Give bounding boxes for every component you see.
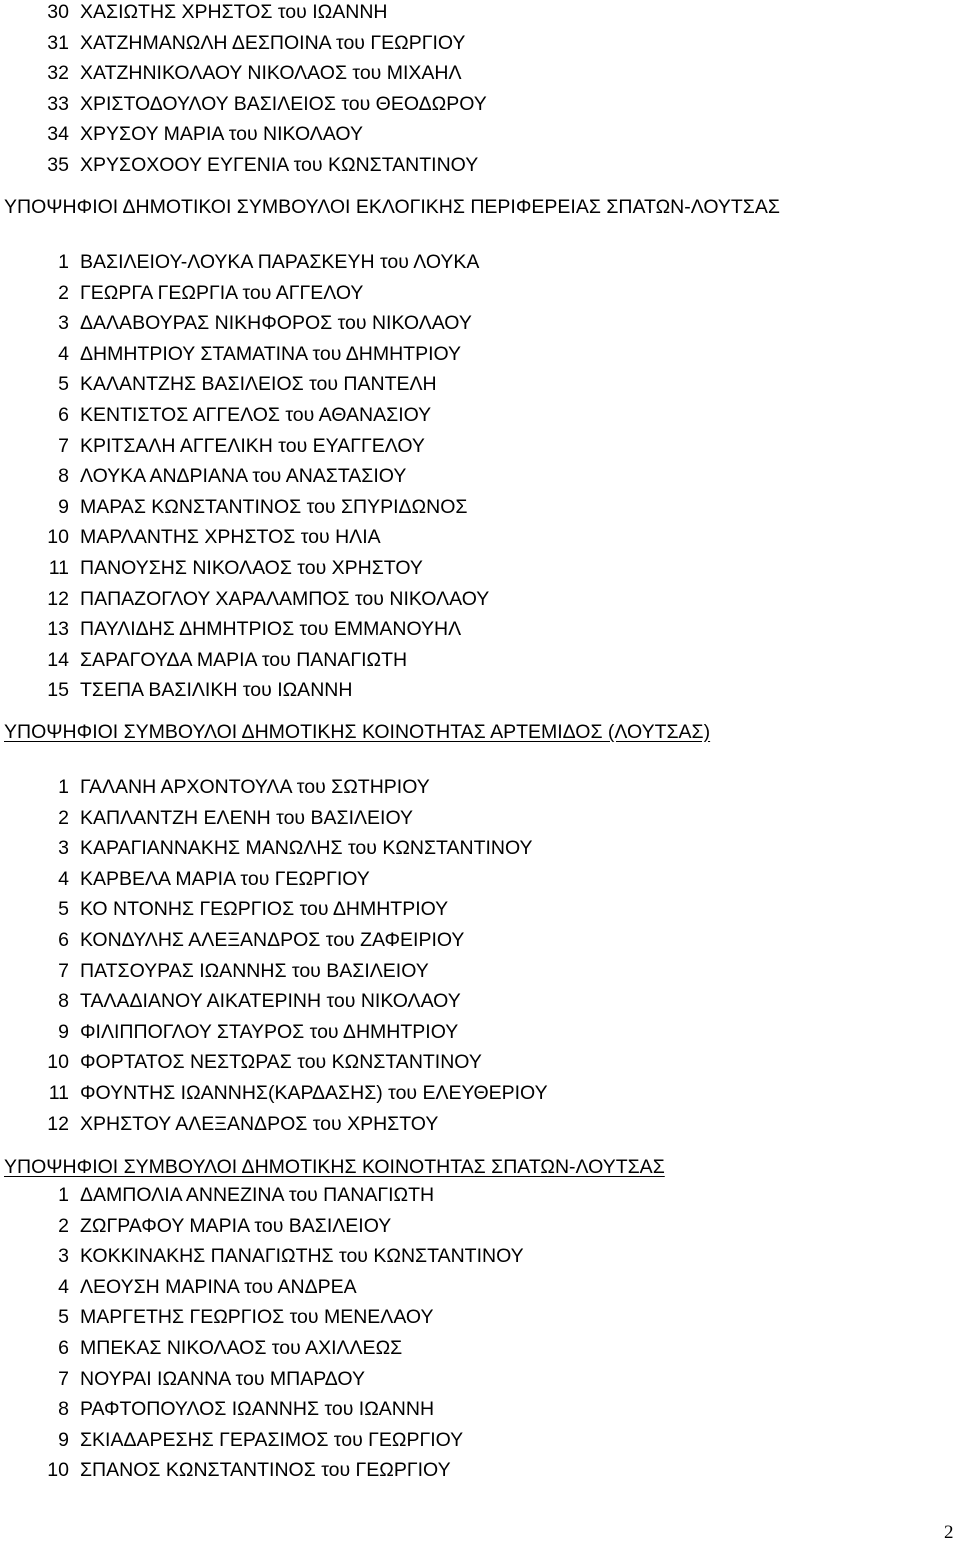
- candidate-number: 9: [58, 1020, 69, 1043]
- candidate-name: ΜΑΡΓΕΤΗΣ ΓΕΩΡΓΙΟΣ του ΜΕΝΕΛΑΟΥ: [80, 1306, 434, 1329]
- candidate-number: 10: [47, 1051, 69, 1074]
- candidate-name: ΚΕΝΤΙΣΤΟΣ ΑΓΓΕΛΟΣ του ΑΘΑΝΑΣΙΟΥ: [80, 404, 432, 426]
- candidate-name: ΚΟ ΝΤΟΝΗΣ ΓΕΩΡΓΙΟΣ του ΔΗΜΗΤΡΙΟΥ: [80, 898, 449, 921]
- candidate-number: 12: [47, 587, 69, 610]
- candidate-number: 32: [47, 62, 69, 85]
- candidate-name: ΤΣΕΠΑ ΒΑΣΙΛΙΚΗ του ΙΩΑΝΝΗ: [80, 679, 353, 702]
- candidate-name: ΠΑΠΑΖΟΓΛΟΥ ΧΑΡΑΛΑΜΠΟΣ του ΝΙΚΟΛΑΟΥ: [80, 587, 490, 610]
- candidate-name: ΧΡΥΣΟΧΟΟΥ ΕΥΓΕΝΙΑ του ΚΩΝΣΤΑΝΤΙΝΟΥ: [80, 154, 479, 176]
- candidate-number: 15: [47, 679, 69, 702]
- candidate-name: ΠΑΥΛΙΔΗΣ ΔΗΜΗΤΡΙΟΣ του ΕΜΜΑΝΟΥΗΛ: [80, 618, 462, 641]
- candidate-number: 30: [47, 1, 69, 23]
- candidate-name: ΧΑΣΙΩΤΗΣ ΧΡΗΣΤΟΣ του ΙΩΑΝΝΗ: [80, 1, 388, 23]
- candidate-name: ΔΑΛΑΒΟΥΡΑΣ ΝΙΚΗΦΟΡΟΣ του ΝΙΚΟΛΑΟΥ: [80, 312, 472, 335]
- candidate-name: ΔΑΜΠΟΛΙΑ ΑΝΝΕΖΙΝΑ του ΠΑΝΑΓΙΩΤΗ: [80, 1184, 435, 1206]
- candidate-number: 10: [47, 1459, 69, 1482]
- section-heading: ΥΠΟΨΗΦΙΟΙ ΔΗΜΟΤΙΚΟΙ ΣΥΜΒΟΥΛΟΙ ΕΚΛΟΓΙΚΗΣ ΠΕΡΙΦΕΡΕΙΑΣ ΣΠΑΤΩΝ-ΛΟΥΤΣΑΣ: [4, 196, 780, 218]
- candidate-name: ΧΡΗΣΤΟΥ ΑΛΕΞΑΝΔΡΟΣ του ΧΡΗΣΤΟΥ: [80, 1112, 439, 1135]
- candidate-number: 13: [47, 618, 69, 641]
- candidate-name: ΧΡΙΣΤΟΔΟΥΛΟΥ ΒΑΣΙΛΕΙΟΣ του ΘΕΟΔΩΡΟΥ: [80, 92, 487, 115]
- candidate-number: 9: [58, 1428, 69, 1451]
- candidate-number: 7: [58, 434, 69, 457]
- candidate-name: ΠΑΤΣΟΥΡΑΣ ΙΩΑΝΝΗΣ του ΒΑΣΙΛΕΙΟΥ: [80, 959, 429, 982]
- candidate-name: ΓΑΛΑΝΗ ΑΡΧΟΝΤΟΥΛΑ του ΣΩΤΗΡΙΟΥ: [80, 776, 430, 798]
- candidate-number: 12: [47, 1112, 69, 1135]
- candidate-number: 2: [58, 1214, 69, 1237]
- candidate-name: ΔΗΜΗΤΡΙΟΥ ΣΤΑΜΑΤΙΝΑ του ΔΗΜΗΤΡΙΟΥ: [80, 342, 462, 365]
- candidate-number: 5: [58, 898, 69, 921]
- candidate-number: 1: [58, 1184, 69, 1206]
- candidate-number: 6: [58, 1337, 69, 1359]
- candidate-name: ΦΟΥΝΤΗΣ ΙΩΑΝΝΗΣ(ΚΑΡΔΑΣΗΣ) του ΕΛΕΥΘΕΡΙΟΥ: [80, 1082, 548, 1104]
- section-heading: ΥΠΟΨΗΦΙΟΙ ΣΥΜΒΟΥΛΟΙ ΔΗΜΟΤΙΚΗΣ ΚΟΙΝΟΤΗΤΑΣ ΣΠΑΤΩΝ-ΛΟΥΤΣΑΣ: [4, 1156, 665, 1178]
- candidate-name: ΚΑΛΑΝΤΖΗΣ ΒΑΣΙΛΕΙΟΣ του ΠΑΝΤΕΛΗ: [80, 373, 437, 396]
- candidate-number: 31: [47, 31, 69, 54]
- candidate-number: 6: [58, 404, 69, 426]
- candidate-name: ΜΑΡΛΑΝΤΗΣ ΧΡΗΣΤΟΣ του ΗΛΙΑ: [80, 526, 381, 549]
- candidate-name: ΝΟΥΡΑΙ ΙΩΑΝΝΑ του ΜΠΑΡΔΟΥ: [80, 1367, 365, 1390]
- candidate-name: ΧΑΤΖΗΝΙΚΟΛΑΟΥ ΝΙΚΟΛΑΟΣ του ΜΙΧΑΗΛ: [80, 62, 462, 85]
- candidate-name: ΚΡΙΤΣΑΛΗ ΑΓΓΕΛΙΚΗ του ΕΥΑΓΓΕΛΟΥ: [80, 434, 425, 457]
- candidate-number: 8: [58, 990, 69, 1013]
- candidate-number: 1: [58, 776, 69, 798]
- candidate-name: ΛΟΥΚΑ ΑΝΔΡΙΑΝΑ του ΑΝΑΣΤΑΣΙΟΥ: [80, 465, 407, 488]
- section-heading: ΥΠΟΨΗΦΙΟΙ ΣΥΜΒΟΥΛΟΙ ΔΗΜΟΤΙΚΗΣ ΚΟΙΝΟΤΗΤΑΣ ΑΡΤΕΜΙΔΟΣ (ΛΟΥΤΣΑΣ): [4, 721, 711, 743]
- candidate-number: 6: [58, 929, 69, 951]
- candidate-number: 8: [58, 465, 69, 488]
- candidate-name: ΚΑΠΛΑΝΤΖΗ ΕΛΕΝΗ του ΒΑΣΙΛΕΙΟΥ: [80, 806, 413, 829]
- candidate-name: ΧΑΤΖΗΜΑΝΩΛΗ ΔΕΣΠΟΙΝΑ του ΓΕΩΡΓΙΟΥ: [80, 31, 466, 54]
- page-number: 2: [944, 1522, 954, 1543]
- candidate-number: 8: [58, 1398, 69, 1421]
- candidate-name: ΛΕΟΥΣΗ ΜΑΡΙΝΑ του ΑΝΔΡΕΑ: [80, 1275, 357, 1298]
- candidate-name: ΖΩΓΡΑΦΟΥ ΜΑΡΙΑ του ΒΑΣΙΛΕΙΟΥ: [80, 1214, 392, 1237]
- candidate-name: ΚΟΝΔΥΛΗΣ ΑΛΕΞΑΝΔΡΟΣ του ΖΑΦΕΙΡΙΟΥ: [80, 929, 465, 951]
- candidate-number: 34: [47, 123, 69, 146]
- candidate-name: ΜΠΕΚΑΣ ΝΙΚΟΛΑΟΣ του ΑΧΙΛΛΕΩΣ: [80, 1337, 403, 1359]
- candidate-name: ΜΑΡΑΣ ΚΩΝΣΤΑΝΤΙΝΟΣ του ΣΠΥΡΙΔΩΝΟΣ: [80, 495, 468, 518]
- candidate-number: 9: [58, 495, 69, 518]
- candidate-number: 1: [58, 251, 69, 273]
- candidate-name: ΓΕΩΡΓΑ ΓΕΩΡΓΙΑ του ΑΓΓΕΛΟΥ: [80, 281, 364, 304]
- candidate-number: 2: [58, 806, 69, 829]
- candidate-name: ΠΑΝΟΥΣΗΣ ΝΙΚΟΛΑΟΣ του ΧΡΗΣΤΟΥ: [80, 557, 423, 579]
- candidate-name: ΤΑΛΑΔΙΑΝΟΥ ΑΙΚΑΤΕΡΙΝΗ του ΝΙΚΟΛΑΟΥ: [80, 990, 461, 1013]
- candidate-name: ΡΑΦΤΟΠΟΥΛΟΣ ΙΩΑΝΝΗΣ του ΙΩΑΝΝΗ: [80, 1398, 435, 1421]
- candidate-name: ΒΑΣΙΛΕΙΟΥ-ΛΟΥΚΑ ΠΑΡΑΣΚΕΥΗ του ΛΟΥΚΑ: [80, 251, 480, 273]
- candidate-number: 5: [58, 373, 69, 396]
- candidate-number: 11: [48, 557, 69, 579]
- candidate-name: ΣΑΡΑΓΟΥΔΑ ΜΑΡΙΑ του ΠΑΝΑΓΙΩΤΗ: [80, 648, 408, 671]
- candidate-name: ΚΑΡΒΕΛΑ ΜΑΡΙΑ του ΓΕΩΡΓΙΟΥ: [80, 867, 370, 890]
- candidate-number: 14: [47, 648, 69, 671]
- candidate-number: 5: [58, 1306, 69, 1329]
- candidate-number: 4: [58, 1275, 69, 1298]
- candidate-number: 2: [58, 281, 69, 304]
- candidate-name: ΣΚΙΑΔΑΡΕΣΗΣ ΓΕΡΑΣΙΜΟΣ του ΓΕΩΡΓΙΟΥ: [80, 1428, 464, 1451]
- candidate-name: ΣΠΑΝΟΣ ΚΩΝΣΤΑΝΤΙΝΟΣ του ΓΕΩΡΓΙΟΥ: [80, 1459, 451, 1482]
- candidate-number: 11: [48, 1082, 69, 1104]
- candidate-number: 10: [47, 526, 69, 549]
- candidate-number: 7: [58, 1367, 69, 1390]
- candidate-name: ΧΡΥΣΟΥ ΜΑΡΙΑ του ΝΙΚΟΛΑΟΥ: [80, 123, 363, 146]
- candidate-number: 3: [58, 837, 69, 860]
- candidate-number: 3: [58, 312, 69, 335]
- candidate-name: ΦΙΛΙΠΠΟΓΛΟΥ ΣΤΑΥΡΟΣ του ΔΗΜΗΤΡΙΟΥ: [80, 1020, 459, 1043]
- candidate-number: 4: [58, 342, 69, 365]
- candidate-name: ΚΟΚΚΙΝΑΚΗΣ ΠΑΝΑΓΙΩΤΗΣ του ΚΩΝΣΤΑΝΤΙΝΟΥ: [80, 1245, 524, 1268]
- candidate-number: 35: [47, 154, 69, 176]
- candidate-name: ΚΑΡΑΓΙΑΝΝΑΚΗΣ ΜΑΝΩΛΗΣ του ΚΩΝΣΤΑΝΤΙΝΟΥ: [80, 837, 533, 860]
- candidate-number: 4: [58, 867, 69, 890]
- candidate-number: 33: [47, 92, 69, 115]
- candidate-name: ΦΟΡΤΑΤΟΣ ΝΕΣΤΩΡΑΣ του ΚΩΝΣΤΑΝΤΙΝΟΥ: [80, 1051, 482, 1074]
- candidate-number: 7: [58, 959, 69, 982]
- candidate-number: 3: [58, 1245, 69, 1268]
